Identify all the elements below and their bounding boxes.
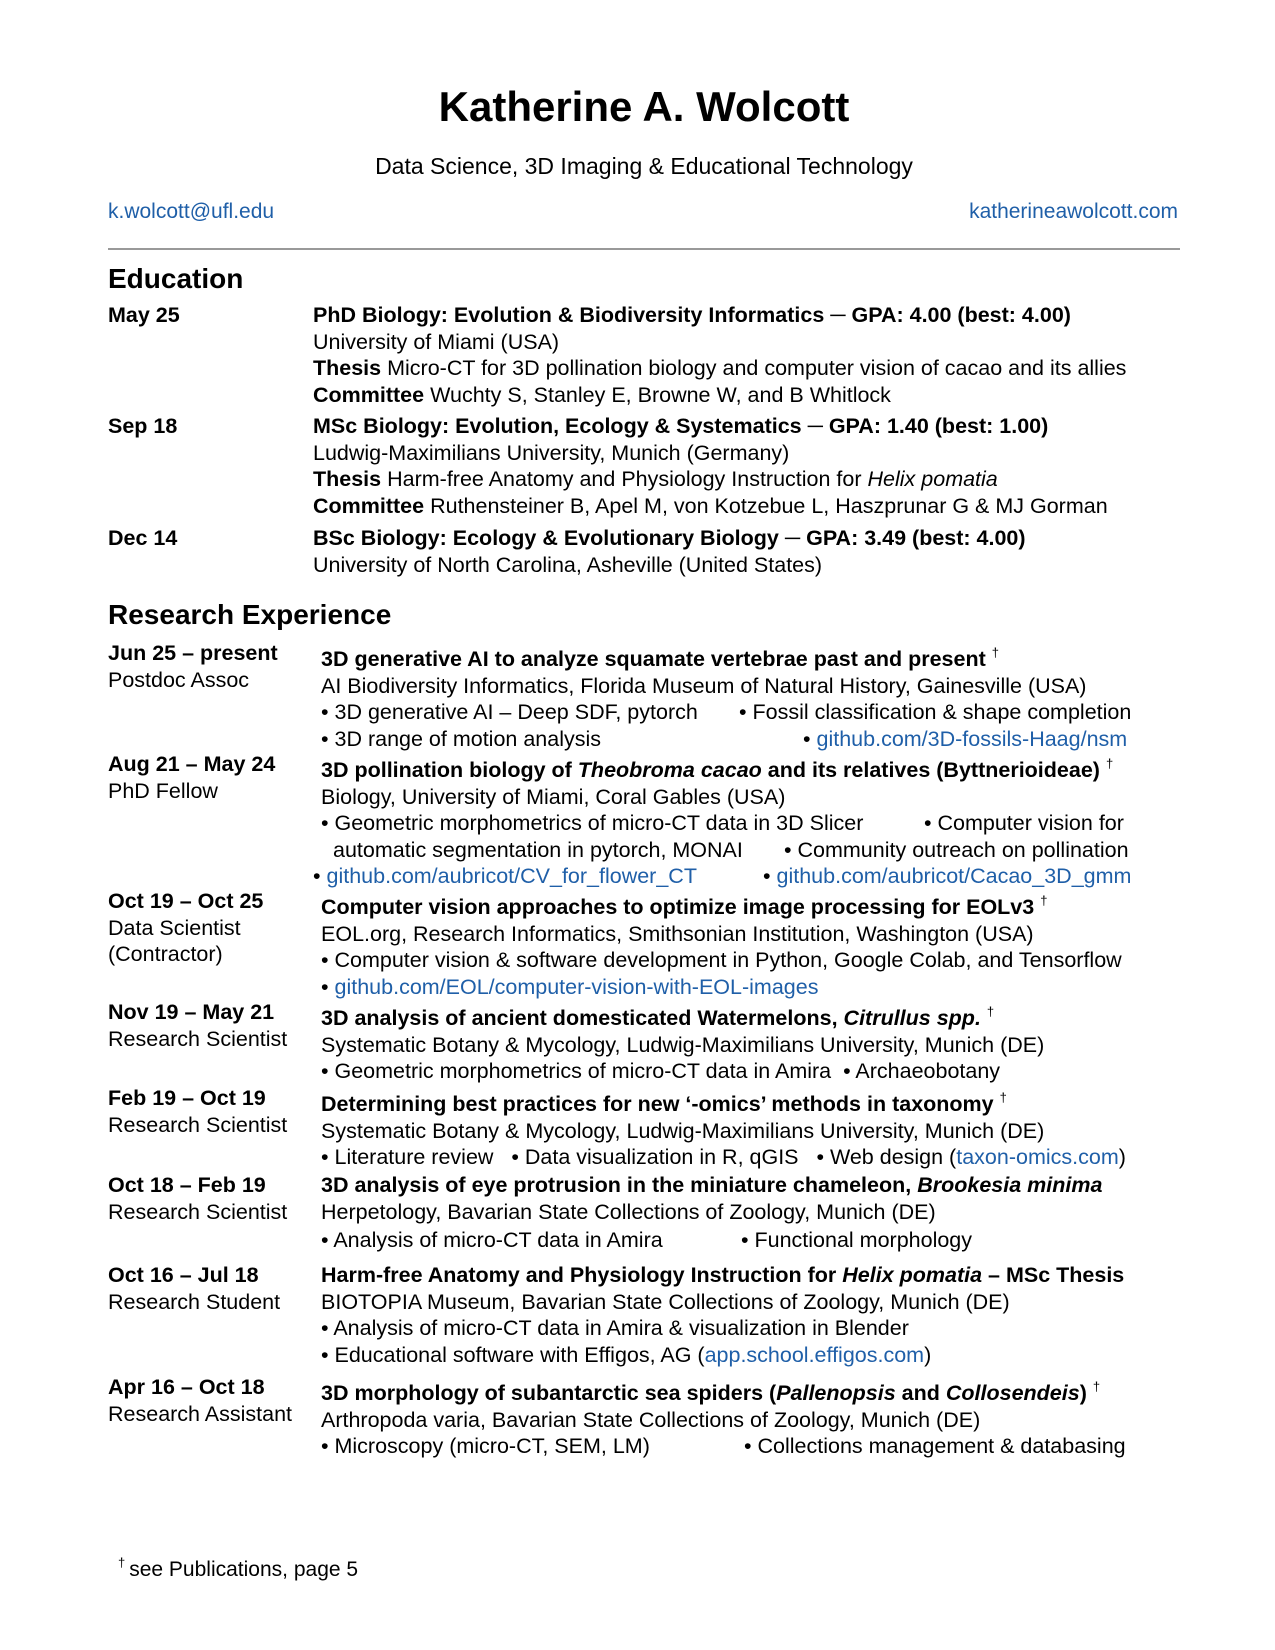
- entry-date: Aug 21 – May 24: [108, 752, 276, 776]
- entry-role-note: (Contractor): [108, 942, 223, 966]
- bullet-marker: •: [321, 974, 335, 999]
- footnote: [118, 1555, 358, 1582]
- cv-name: Katherine A. Wolcott: [438, 83, 850, 130]
- github-link[interactable]: github.com/EOL/computer-vision-with-EOL-images: [334, 974, 819, 999]
- entry-role: Research Scientist: [108, 1112, 288, 1137]
- project-title-and: and: [901, 1381, 940, 1405]
- email-link[interactable]: k.wolcott@ufl.edu: [108, 200, 275, 223]
- committee-label: Committee: [313, 493, 425, 518]
- dagger-mark: †: [986, 1004, 995, 1019]
- entry-role: Research Assistant: [108, 1401, 293, 1426]
- bullet-item: • Data visualization in R, qGIS: [511, 1145, 799, 1169]
- gpa: GPA: 3.49 (best: 4.00): [806, 526, 1026, 550]
- project-title: 3D analysis of eye protrusion in the miniature chameleon,: [321, 1173, 912, 1197]
- dagger-mark: †: [118, 1555, 126, 1570]
- entry-date: Sep 18: [108, 414, 178, 438]
- thesis-label: Thesis: [313, 467, 382, 491]
- entry-role: Research Scientist: [108, 1026, 288, 1051]
- project-title: 3D pollination biology of: [321, 758, 572, 782]
- research-heading: Research Experience: [108, 599, 392, 630]
- entry-date: Oct 19 – Oct 25: [108, 889, 264, 913]
- entry-date: Oct 16 – Jul 18: [108, 1263, 259, 1287]
- project-organization: Systematic Botany & Mycology, Ludwig-Maximilians University, Munich (DE): [321, 1032, 1045, 1057]
- bullet-marker: •: [313, 864, 321, 888]
- bullet-item-continued: automatic segmentation in pytorch, MONAI: [333, 837, 743, 862]
- paren-close: ): [1079, 1381, 1087, 1405]
- degree-title: MSc Biology: Evolution, Ecology & Systematics: [313, 414, 802, 438]
- paren-close: ): [924, 1342, 932, 1367]
- bullet-item: • Geometric morphometrics of micro-CT data in Amira: [321, 1059, 832, 1083]
- bullet-marker: •: [763, 864, 771, 888]
- institution: University of North Carolina, Asheville (United States): [313, 552, 823, 577]
- bullet-item: • 3D range of motion analysis: [321, 726, 602, 751]
- bullet-item: • Functional morphology: [741, 1228, 973, 1252]
- entry-role: Data Scientist: [108, 915, 241, 940]
- header-divider: [108, 248, 1180, 250]
- bullet-item: • Microscopy (micro-CT, SEM, LM): [321, 1434, 650, 1458]
- entry-date: Nov 19 – May 21: [108, 1000, 275, 1024]
- footnote-text: see Publications, page 5: [129, 1558, 359, 1581]
- gpa: GPA: 4.00 (best: 4.00): [851, 303, 1071, 327]
- committee-members: Wuchty S, Stanley E, Browne W, and B Whitlock: [430, 382, 891, 407]
- thesis-title: Harm-free Anatomy and Physiology Instruction for: [387, 467, 862, 491]
- degree-title: BSc Biology: Ecology & Evolutionary Biology: [313, 526, 779, 550]
- thesis-title: Micro-CT for 3D pollination biology and computer vision of cacao and its allies: [387, 356, 1127, 380]
- thesis-species: Helix pomatia: [867, 467, 998, 491]
- gpa: GPA: 1.40 (best: 1.00): [828, 414, 1049, 438]
- entry-date: Jun 25 – present: [108, 641, 278, 665]
- bullet-item: • 3D generative AI – Deep SDF, pytorch: [321, 700, 698, 724]
- project-title: Determining best practices for new ‘-omics’ methods in taxonomy: [321, 1092, 994, 1116]
- github-link[interactable]: github.com/aubricot/CV_for_flower_CT: [326, 864, 697, 888]
- website-link[interactable]: app.school.effigos.com: [704, 1342, 925, 1367]
- project-organization: AI Biodiversity Informatics, Florida Museum of Natural History, Gainesville (USA): [321, 673, 1087, 698]
- gpa-separator: ─: [784, 526, 801, 550]
- website-link[interactable]: taxon-omics.com: [956, 1145, 1119, 1169]
- education-heading: Education: [108, 263, 244, 294]
- project-title-species: Theobroma cacao: [577, 758, 762, 782]
- entry-role: Research Scientist: [108, 1199, 288, 1224]
- entry-role: Research Student: [108, 1289, 281, 1314]
- dagger-mark: †: [1092, 1379, 1101, 1394]
- project-title-genus: Collosendeis: [945, 1381, 1080, 1405]
- entry-date: Oct 18 – Feb 19: [108, 1173, 266, 1197]
- bullet-item: • Geometric morphometrics of micro-CT data in 3D Slicer: [321, 811, 864, 835]
- project-organization: BIOTOPIA Museum, Bavarian State Collections of Zoology, Munich (DE): [321, 1289, 1010, 1314]
- bullet-item: • Computer vision for: [924, 811, 1124, 835]
- bullet-item: • Web design (: [816, 1145, 957, 1169]
- bullet-item: • Computer vision & software development in Python, Google Colab, and Tensorflow: [321, 948, 1122, 972]
- project-title: 3D analysis of ancient domesticated Watermelons,: [321, 1006, 838, 1030]
- project-organization: Arthropoda varia, Bavarian State Collections of Zoology, Munich (DE): [321, 1407, 981, 1432]
- project-title: 3D morphology of subantarctic sea spiders (: [321, 1381, 777, 1405]
- project-organization: EOL.org, Research Informatics, Smithsonian Institution, Washington (USA): [321, 921, 1034, 946]
- bullet-item: • Educational software with Effigos, AG (: [321, 1342, 705, 1367]
- dagger-mark: †: [1105, 756, 1114, 771]
- bullet-item: • Fossil classification & shape completion: [739, 700, 1132, 724]
- project-title-rest: – MSc Thesis: [988, 1263, 1125, 1287]
- bullet-marker: •: [803, 726, 817, 751]
- institution: Ludwig-Maximilians University, Munich (Germany): [313, 440, 790, 465]
- paren-close: ): [1118, 1145, 1126, 1169]
- project-organization: Herpetology, Bavarian State Collections of Zoology, Munich (DE): [321, 1199, 936, 1224]
- bullet-item: • Analysis of micro-CT data in Amira & visualization in Blender: [321, 1316, 909, 1340]
- project-title-species: Helix pomatia: [842, 1263, 983, 1287]
- dagger-mark: †: [1040, 893, 1048, 908]
- committee-label: Committee: [313, 382, 425, 407]
- bullet-item: • Analysis of micro-CT data in Amira: [321, 1228, 663, 1252]
- project-title: Computer vision approaches to optimize image processing for EOLv3: [321, 895, 1035, 919]
- degree-title: PhD Biology: Evolution & Biodiversity Informatics: [313, 303, 825, 327]
- bullet-item: • Archaeobotany: [843, 1059, 1001, 1083]
- bullet-item: • Collections management & databasing: [744, 1434, 1126, 1458]
- project-title: Harm-free Anatomy and Physiology Instruction for: [321, 1263, 837, 1287]
- gpa-separator: ─: [830, 303, 846, 327]
- project-title-rest: and its relatives (Byttnerioideae): [767, 758, 1100, 782]
- entry-date: May 25: [108, 303, 180, 327]
- thesis-label: Thesis: [313, 356, 382, 380]
- project-title-genus: Pallenopsis: [776, 1381, 896, 1405]
- committee-members: Ruthensteiner B, Apel M, von Kotzebue L, Haszprunar G & MJ Gorman: [430, 493, 1108, 518]
- entry-date: Feb 19 – Oct 19: [108, 1086, 266, 1110]
- github-link[interactable]: github.com/3D-fossils-Haag/nsm: [816, 726, 1128, 751]
- entry-role: PhD Fellow: [108, 778, 218, 803]
- cv-tagline: Data Science, 3D Imaging & Educational Technology: [375, 153, 913, 179]
- website-link[interactable]: katherineawolcott.com: [969, 200, 1178, 223]
- dagger-mark: †: [991, 645, 999, 660]
- project-title-species: Brookesia minima: [917, 1173, 1103, 1197]
- project-title-species: Citrullus spp.: [843, 1006, 981, 1030]
- entry-role: Postdoc Assoc: [108, 667, 250, 692]
- project-organization: Systematic Botany & Mycology, Ludwig-Maximilians University, Munich (DE): [321, 1118, 1045, 1143]
- entry-date: Apr 16 – Oct 18: [108, 1375, 265, 1399]
- project-organization: Biology, University of Miami, Coral Gables (USA): [321, 784, 786, 809]
- project-title: 3D generative AI to analyze squamate vertebrae past and present: [321, 647, 986, 671]
- gpa-separator: ─: [807, 414, 823, 438]
- github-link[interactable]: github.com/aubricot/Cacao_3D_gmm: [776, 864, 1132, 888]
- dagger-mark: †: [999, 1090, 1007, 1105]
- bullet-item: • Community outreach on pollination: [784, 837, 1129, 862]
- bullet-item: • Literature review: [321, 1145, 494, 1169]
- entry-date: Dec 14: [108, 526, 178, 550]
- institution: University of Miami (USA): [313, 329, 560, 354]
